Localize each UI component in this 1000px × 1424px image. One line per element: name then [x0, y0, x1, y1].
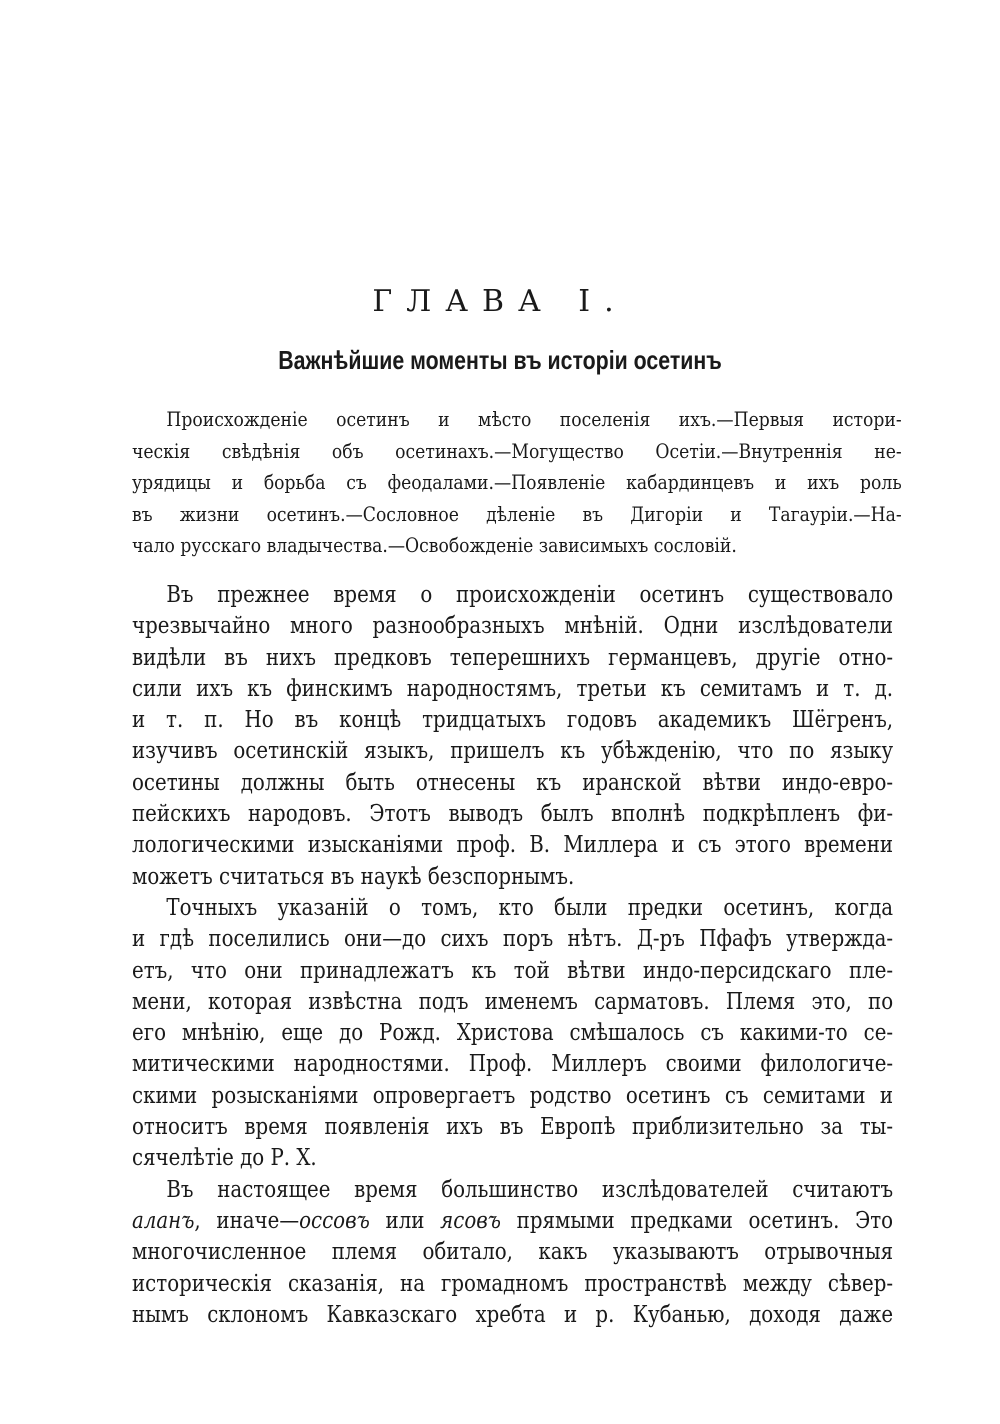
chapter-summary [132, 404, 902, 562]
paragraph-1 [132, 580, 893, 893]
text-line-with-italics [132, 1206, 893, 1237]
paragraph-3 [132, 1175, 893, 1331]
text-line: Точныхъ указаній о томъ, кто были предки осетинъ, когда [166, 894, 894, 921]
italic-term-alan: аланъ [132, 1207, 195, 1234]
text-line: сячелѣтіе до Р. Х. [132, 1145, 317, 1172]
text-fragment: прямыми предками осетинъ. Это [500, 1207, 894, 1234]
text-line: осетины должны быть отнесены къ иранской вѣтви индо-евро- [132, 769, 894, 796]
paragraph-2 [132, 893, 893, 1175]
summary-line: Происхожденіе осетинъ и мѣсто поселенія ихъ.—Первыя истори- [166, 407, 902, 431]
text-line: митическими народностями. Проф. Миллеръ своими филологиче- [132, 1051, 894, 1078]
text-line: Въ настоящее время большинство изслѣдователей считаютъ [166, 1176, 894, 1203]
italic-term-oss: оссовъ [299, 1207, 370, 1234]
text-line: Въ прежнее время о происхожденіи осетинъ существовало [166, 582, 894, 608]
text-fragment: , иначе— [194, 1207, 300, 1234]
text-line: сили ихъ къ финскимъ народностямъ, третьи къ семитамъ и т. д. [132, 675, 894, 702]
text-line: нымъ склономъ Кавказскаго хребта и р. Кубанью, доходя даже [132, 1301, 894, 1328]
italic-term-yas: ясовъ [440, 1207, 501, 1234]
text-line: лологическими изысканіями проф. В. Миллера и съ этого времени [132, 832, 894, 859]
summary-line: урядицы и борьба съ феодалами.—Появленіе кабардинцевъ и ихъ роль [132, 470, 902, 494]
body-text [132, 580, 893, 1331]
text-fragment: или [369, 1207, 441, 1234]
text-line: видѣли въ нихъ предковъ теперешнихъ германцевъ, другіе отно- [132, 644, 894, 671]
text-line: относитъ время появленія ихъ въ Европѣ приблизительно за ты- [132, 1114, 894, 1141]
text-line: чрезвычайно много разнообразныхъ мнѣній. Одни изслѣдователи [132, 613, 894, 640]
summary-line: чало русскаго владычества.—Освобожденіе зависимыхъ сословій. [132, 533, 737, 557]
text-line: многочисленное племя обитало, какъ указываютъ отрывочныя [132, 1239, 894, 1266]
text-line: и т. п. Но въ концѣ тридцатыхъ годовъ академикъ Шёгренъ, [132, 707, 894, 734]
text-line: и гдѣ поселились они—до сихъ поръ нѣтъ. Д-ръ Пфафъ утвержда- [132, 926, 894, 953]
summary-line: ческія свѣдѣнія объ осетинахъ.—Могущество Осетіи.—Внутреннія не- [132, 438, 902, 463]
text-line: изучивъ осетинскій языкъ, пришелъ къ убѣжденію, что по языку [132, 738, 894, 765]
text-line: историческія сказанія, на громадномъ пространствѣ между сѣвер- [132, 1270, 894, 1297]
chapter-heading: ГЛАВА I. [372, 284, 628, 319]
chapter-title: Важнѣйшие моменты въ исторіи осетинъ [278, 345, 722, 375]
text-line: мени, которая извѣстна подъ именемъ сарматовъ. Племя это, по [132, 988, 894, 1015]
text-line: скими розысканіями опровергаетъ родство осетинъ съ семитами и [132, 1082, 894, 1109]
text-line: пейскихъ народовъ. Этотъ выводъ былъ вполнѣ подкрѣпленъ фи- [132, 801, 894, 828]
text-line: можетъ считаться въ наукѣ безспорнымъ. [132, 863, 575, 890]
text-line: его мнѣнію, еще до Рожд. Христова смѣшалось съ какими-то се- [132, 1020, 894, 1047]
text-line: етъ, что они принадлежатъ къ той вѣтви индо-персидскаго пле- [132, 957, 894, 984]
summary-line: въ жизни осетинъ.—Сословное дѣленіе въ Дигоріи и Тагауріи.—На- [132, 501, 902, 526]
